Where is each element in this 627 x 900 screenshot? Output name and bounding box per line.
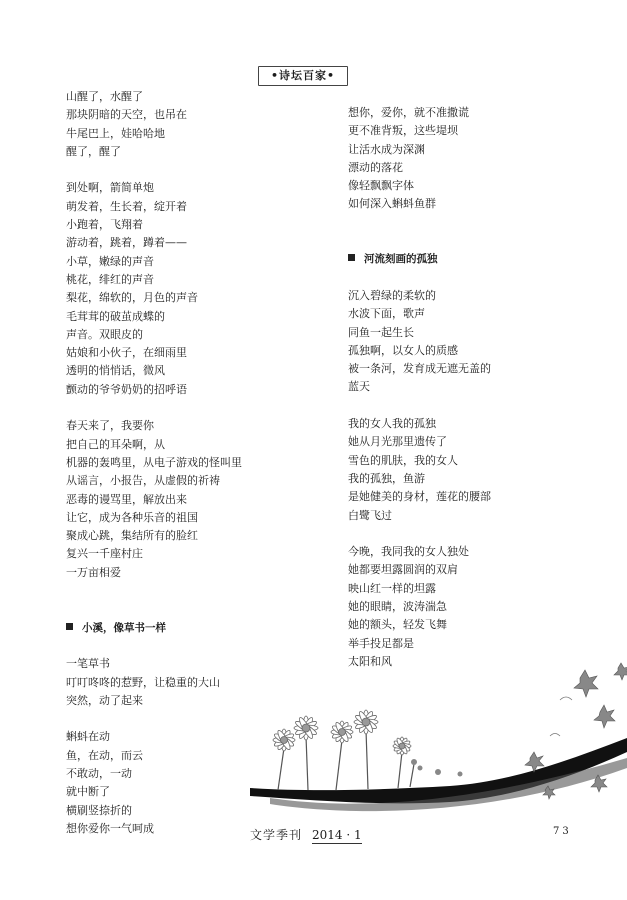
poem-line: 孤独啊，以女人的质感 <box>348 343 458 357</box>
stanza-r2 <box>348 287 598 397</box>
poem-heading-river <box>348 250 598 268</box>
stanza-r1 <box>348 104 598 214</box>
poem-line: 她从月光那里遗传了 <box>348 435 447 449</box>
poem-line: 姑娘和小伙子，在细雨里 <box>66 346 187 360</box>
poem-line: 鱼，在动，而云 <box>66 748 143 762</box>
poem-line: 小草，嫩绿的声音 <box>66 254 154 268</box>
poem-line: 水波下面，歌声 <box>348 307 425 321</box>
poem-line: 让它，成为各种乐音的祖国 <box>66 510 198 524</box>
issue-number: 2014 · 1 <box>312 828 362 842</box>
poem-line: 想你，爱你，就不准撒谎 <box>348 106 469 119</box>
poem-line: 透明的悄悄话，微风 <box>66 364 165 378</box>
poem-line: 是她健美的身材，莲花的腰部 <box>348 490 491 504</box>
section-tag: •诗坛百家• <box>258 66 348 86</box>
poem-line: 突然，动了起来 <box>66 693 143 707</box>
poem-line: 小跑着，飞翔着 <box>66 218 143 232</box>
poem-line: 机器的轰鸣里，从电子游戏的怪叫里 <box>66 455 242 469</box>
poem-line: 让活水成为深渊 <box>348 142 425 156</box>
poem-line: 毛茸茸的破茧成蝶的 <box>66 309 165 323</box>
journal-name: 文学季刊 <box>250 828 303 842</box>
poem-line: 叮叮咚咚的惹野，让稳重的大山 <box>66 675 220 689</box>
poem-line: 颤动的爷爷奶奶的招呼语 <box>66 382 187 396</box>
poem-line: 我的女人我的孤独 <box>348 417 436 431</box>
poem-line: 如何深入蝌蚪鱼群 <box>348 197 436 211</box>
poem-line: 今晚，我同我的女人独处 <box>348 545 469 559</box>
stanza-3 <box>66 417 316 582</box>
stanza-2 <box>66 179 316 399</box>
flower-landscape-illustration <box>250 640 627 840</box>
poem-line: 桃花，绯红的声音 <box>66 272 154 286</box>
poem-line: 她都要坦露圆润的双肩 <box>348 563 458 577</box>
poem-line: 声音。双眼皮的 <box>66 327 143 341</box>
poem-line: 复兴一千座村庄 <box>66 547 143 561</box>
poem-line: 一万亩相爱 <box>66 565 121 579</box>
heading-text: 河流刻画的孤独 <box>364 253 438 266</box>
poem-line: 雪色的肌肤，我的女人 <box>348 453 458 467</box>
poem-line: 她的额头，轻发飞舞 <box>348 618 447 632</box>
poem-line: 举手投足都是 <box>348 636 414 650</box>
stanza-1 <box>66 88 316 161</box>
square-bullet-icon <box>348 254 355 261</box>
poem-line: 不敢动，一动 <box>66 766 132 780</box>
heading-text: 小溪，像草书一样 <box>82 621 166 634</box>
poem-line: 被一条河，发育成无遮无盖的 <box>348 362 491 376</box>
poem-line: 那块阴暗的天空，也吊在 <box>66 108 187 122</box>
stanza-r3 <box>348 415 598 525</box>
poem-line: 山醒了，水醒了 <box>66 90 143 103</box>
poem-line: 更不准背叛，这些堤坝 <box>348 124 458 138</box>
poem-line: 到处啊，箭简单炮 <box>66 181 154 195</box>
poem-line: 就中断了 <box>66 785 110 799</box>
right-column <box>348 104 598 671</box>
poem-line: 从谣言，小报告，从虚假的祈祷 <box>66 474 220 488</box>
poem-line: 聚成心跳，集结所有的脸红 <box>66 529 198 543</box>
poem-line: 横刷竖捺折的 <box>66 803 132 817</box>
poem-line: 同鱼一起生长 <box>348 325 414 339</box>
poem-line: 牛尾巴上，娃哈哈地 <box>66 126 165 140</box>
poem-line: 醒了，醒了 <box>66 144 121 158</box>
page-footer <box>250 826 362 843</box>
poem-line: 萌发着，生长着，绽开着 <box>66 199 187 213</box>
poem-heading-stream <box>66 619 316 637</box>
poem-line: 像轻飘飘字体 <box>348 179 414 193</box>
poem-line: 恶毒的谩骂里，解放出来 <box>66 492 187 506</box>
poem-line: 沉入碧绿的柔软的 <box>348 288 436 302</box>
page-number: 73 <box>553 826 572 837</box>
poem-line: 梨花，绵软的，月色的声音 <box>66 291 198 305</box>
square-bullet-icon <box>66 623 73 630</box>
poem-line: 游动着，跳着，蹲着—— <box>66 236 187 250</box>
poem-line: 蝌蚪在动 <box>66 730 110 744</box>
poem-line: 映山红一样的坦露 <box>348 581 436 595</box>
poem-line: 白鹭飞过 <box>348 508 392 522</box>
poem-line: 想你爱你一气呵成 <box>66 821 154 835</box>
poem-line: 把自己的耳朵啊，从 <box>66 437 165 451</box>
poem-line: 她的眼睛，波涛湍急 <box>348 600 447 614</box>
poem-line: 太阳和风 <box>348 654 392 668</box>
poem-line: 漂动的落花 <box>348 160 403 174</box>
poem-line: 蓝天 <box>348 380 370 394</box>
poem-line: 一笔草书 <box>66 657 110 671</box>
poem-line: 我的孤独，鱼游 <box>348 471 425 485</box>
poem-line: 春天来了，我要你 <box>66 419 154 433</box>
